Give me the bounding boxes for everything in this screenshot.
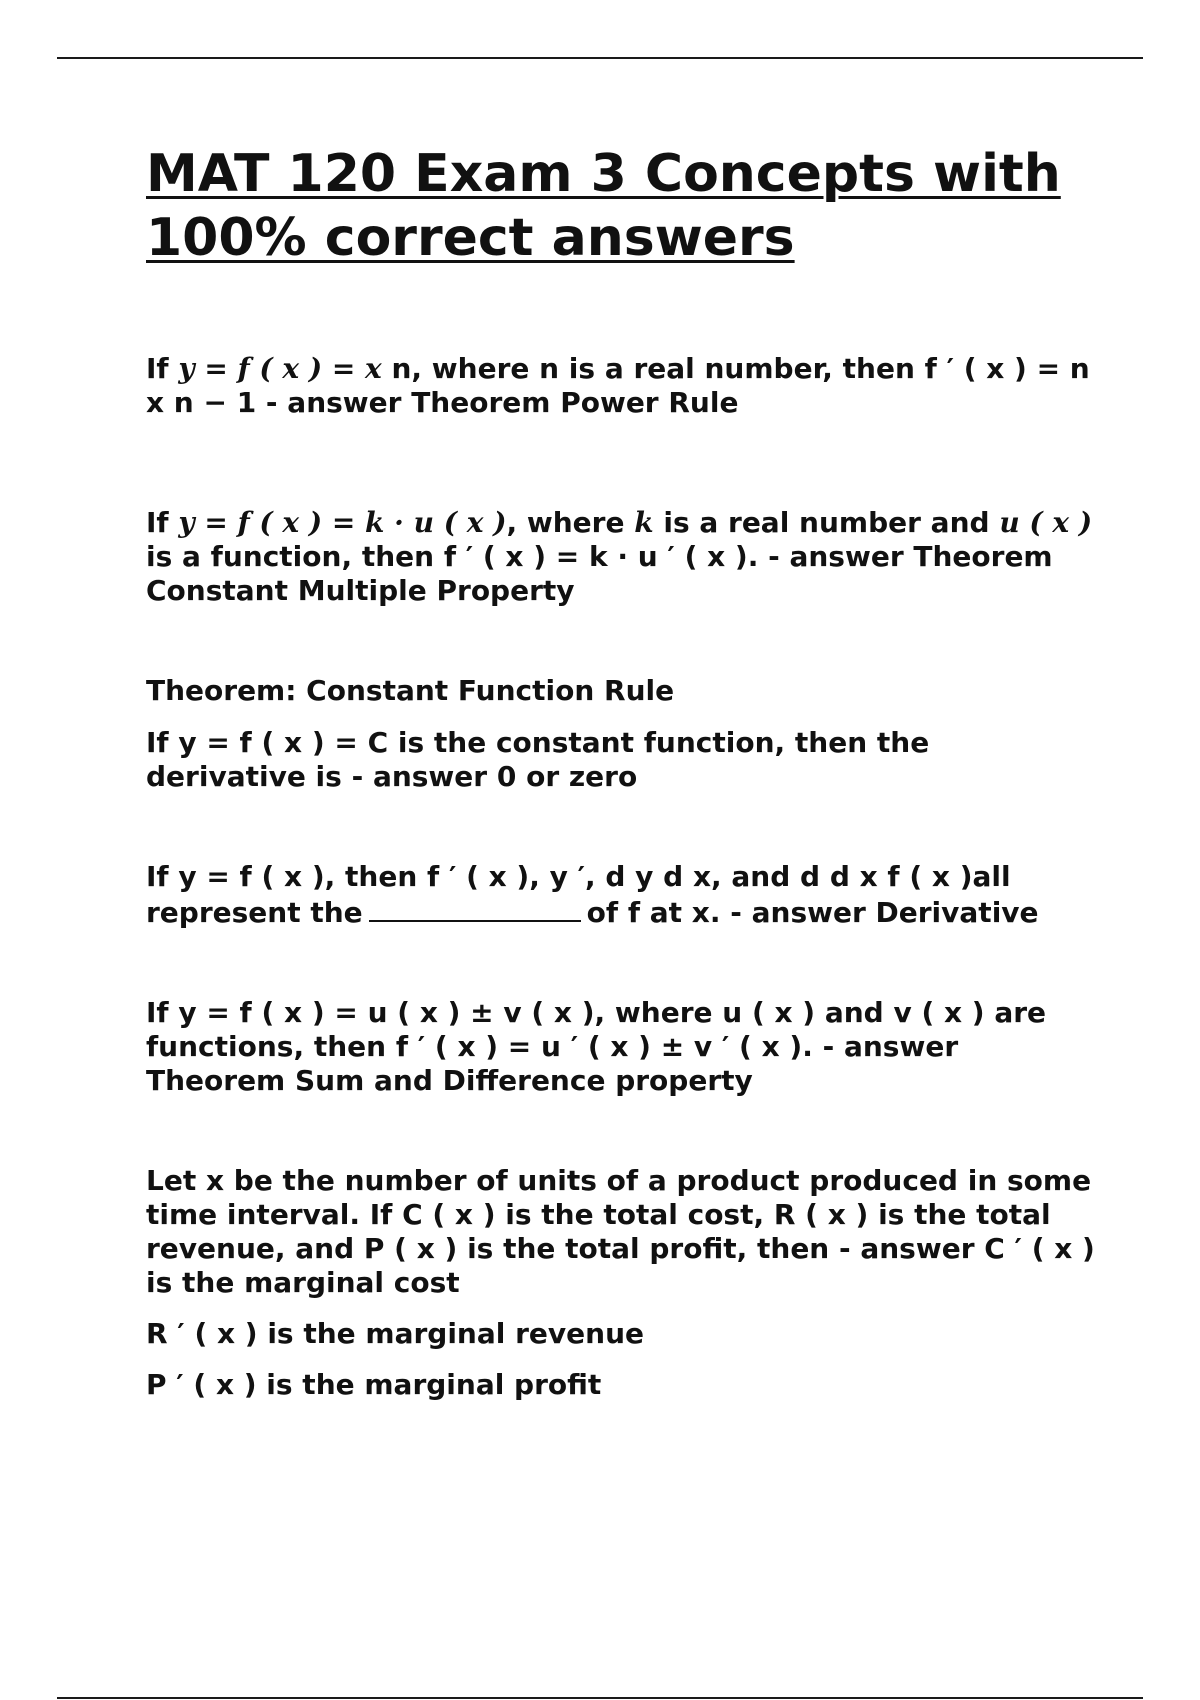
math-expression: y = f ( x ) = x xyxy=(178,352,382,385)
page-title: MAT 120 Exam 3 Concepts with 100% correct answers xyxy=(146,144,1061,268)
entry-sum-difference xyxy=(146,996,1096,1098)
top-rule xyxy=(57,57,1143,59)
entry-marginal xyxy=(146,1164,1096,1402)
entry-text: Let x be the number of units of a product produced in some time interval. If C ( x ) is the total cost, R ( x ) is the total revenue, and P ( x ) is the total profit, then - answer C ′ ( x ) is the marginal cost xyxy=(146,1164,1095,1299)
entry-constant-function xyxy=(146,674,1096,794)
entry-power-rule xyxy=(146,352,1096,420)
entry-text: If y = f ( x ), then f ′ ( x ), y ′, d y d x, and d d x f ( x )all represent the of f at x. - answer Derivative xyxy=(146,860,1039,929)
entry-text: If y = f ( x ) = C is the constant function, then the derivative is - answer 0 or zero xyxy=(146,726,930,793)
entry-heading: Theorem: Constant Function Rule xyxy=(146,674,675,707)
entry-text: If y = f ( x ) = u ( x ) ± v ( x ), where u ( x ) and v ( x ) are functions, then f ′ ( x ) = u ′ ( x ) ± v ′ ( x ). - answer Theorem Sum and Difference property xyxy=(146,996,1047,1097)
math-expression: u ( x ) xyxy=(999,506,1093,539)
entry-derivative-definition xyxy=(146,860,1096,930)
entry-text: If y = f ( x ) = x n, where n is a real number, then f ′ ( x ) = n x n − 1 - answer Theorem Power Rule xyxy=(146,352,1090,419)
fill-in-blank xyxy=(369,894,581,922)
entry-line: R ′ ( x ) is the marginal revenue xyxy=(146,1317,644,1350)
math-expression: y = f ( x ) = k · u ( x ) xyxy=(178,506,507,539)
entry-line: P ′ ( x ) is the marginal profit xyxy=(146,1368,602,1401)
entry-text: If y = f ( x ) = k · u ( x ), where k is a real number and u ( x ) is a function, then f ′ ( x ) = k · u ′ ( x ). - answer Theorem Constant Multiple Property xyxy=(146,506,1093,607)
bottom-rule xyxy=(57,1697,1143,1699)
math-expression: k xyxy=(634,506,654,539)
entry-constant-multiple xyxy=(146,506,1096,608)
document-body xyxy=(146,142,1096,1402)
